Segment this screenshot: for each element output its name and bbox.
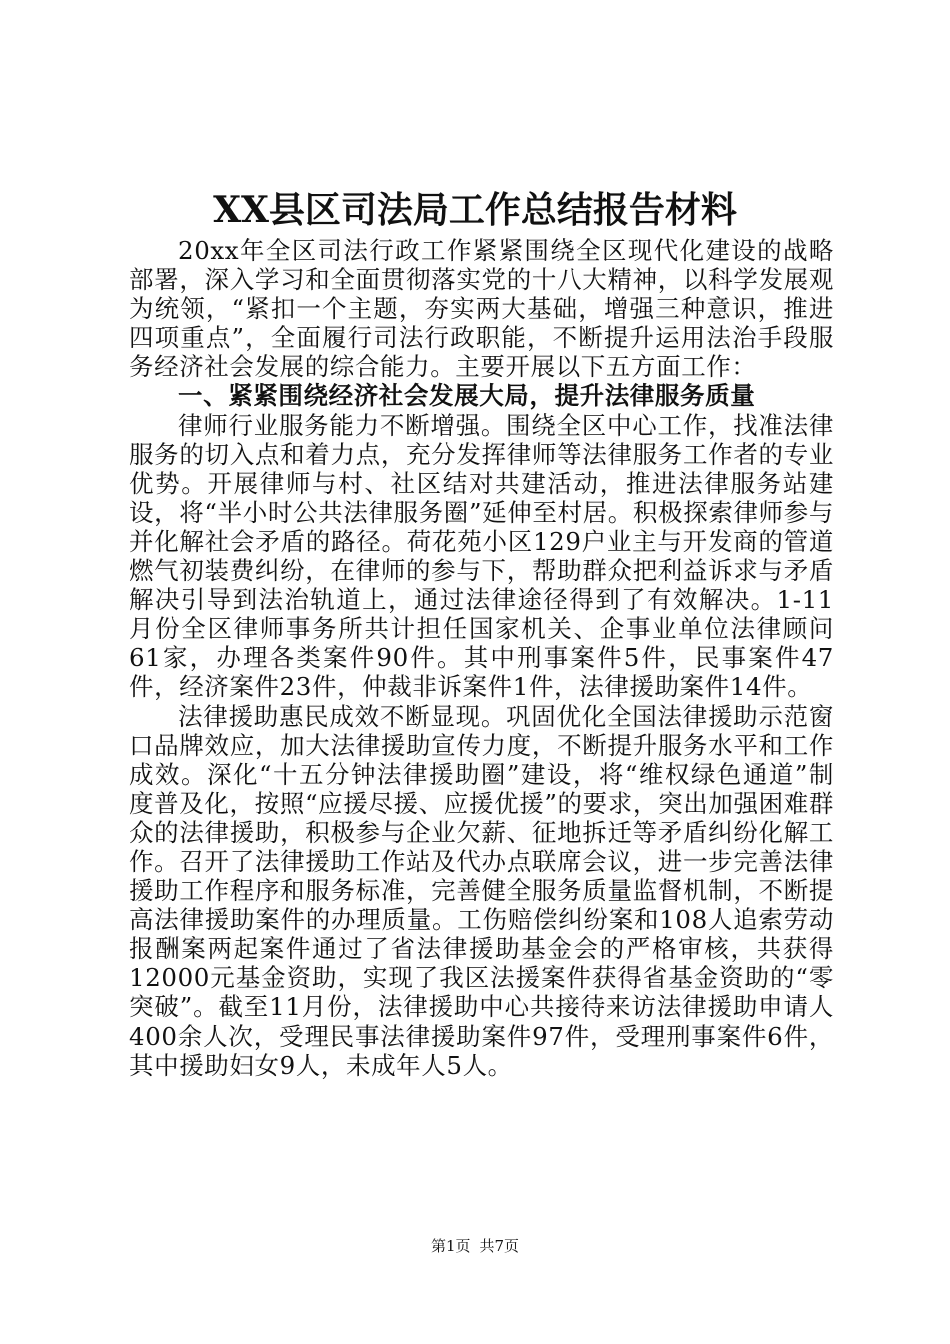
page-number: 第1页 — [430, 1237, 471, 1255]
document-title: XX县区司法局工作总结报告材料 — [213, 189, 737, 231]
page-total: 共7页 — [479, 1237, 520, 1255]
legal-aid-paragraph: 法律援助惠民成效不断显现。巩固优化全国法律援助示范窗口品牌效应，加大法律援助宣传力度，不断提升服务水平和工作成效。深化“十五分钟法律援助圈”建设，将“维权绿色通道”制度普及化，按照“应援尽援、应援优援”的要求，突出加强困难群众的法律援助，积极参与企业欠薪、征地拆迁等矛盾纠纷化解工作。召开了法律援助工作站及代办点联席会议，进一步完善法律援助工作程序和服务标准，完善健全服务质量监督机制，不断提高法律援助案件的办理质量。工伤赔偿纠纷案和108人追索劳动报酬案两起案件通过了省法律援助基金会的严格审核，共获得12000元基金资助，实现了我区法援案件获得省基金资助的“零突破”。截至11月份，法律援助中心共接待来访法律援助申请人400余人次，受理民事法律援助案件97件，受理刑事案件6件，其中援助妇女9人，未成年人5人。 — [129, 701, 834, 1080]
page-footer — [0, 1236, 950, 1256]
document-body — [129, 236, 834, 1080]
intro-paragraph: 20xx年全区司法行政工作紧紧围绕全区现代化建设的战略部署，深入学习和全面贯彻落实党的十八大精神，以科学发展观为统领，“紧扣一个主题，夯实两大基础，增强三种意识，推进四项重点”，全面履行司法行政职能，不断提升运用法治手段服务经济社会发展的综合能力。主要开展以下五方面工作： — [129, 236, 834, 382]
section-heading: 一、紧紧围绕经济社会发展大局，提升法律服务质量 — [178, 381, 756, 411]
lawyer-service-paragraph: 律师行业服务能力不断增强。围绕全区中心工作，找准法律服务的切入点和着力点，充分发挥律师等法律服务工作者的专业优势。开展律师与村、社区结对共建活动，推进法律服务站建设，将“半小时公共法律服务圈”延伸至村居。积极探索律师参与并化解社会矛盾的路径。荷花苑小区129户业主与开发商的管道燃气初装费纠纷，在律师的参与下，帮助群众把利益诉求与矛盾解决引导到法治轨道上，通过法律途径得到了有效解决。1-11月份全区律师事务所共计担任国家机关、企事业单位法律顾问61家，办理各类案件90件。其中刑事案件5件，民事案件47件，经济案件23件，仲裁非诉案件1件，法律援助案件14件。 — [129, 410, 834, 702]
